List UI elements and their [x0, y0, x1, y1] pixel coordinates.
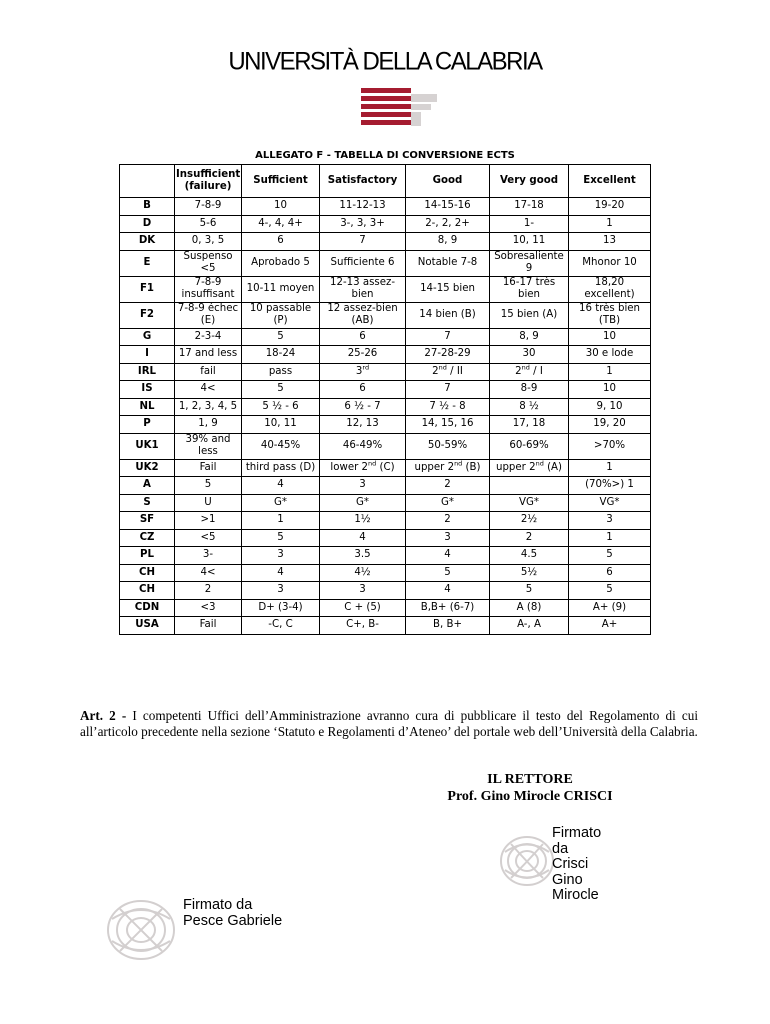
table-row — [120, 617, 651, 635]
row-label: UK2 — [120, 459, 175, 477]
table-cell: Suspenso <5 — [175, 250, 242, 276]
table-cell: 25-26 — [320, 346, 406, 364]
table-cell: G* — [406, 494, 490, 512]
table-cell: 14, 15, 16 — [406, 416, 490, 434]
table-cell: A+ — [569, 617, 651, 635]
signature-line: Pesce Gabriele — [183, 913, 283, 929]
table-cell: B,B+ (6-7) — [406, 599, 490, 617]
table-cell: 3 — [320, 477, 406, 495]
table-cell: 4 — [406, 547, 490, 565]
table-row — [120, 547, 651, 565]
table-cell: 2-, 2, 2+ — [406, 215, 490, 233]
table-cell: 15 bien (A) — [490, 302, 569, 328]
table-cell: 6 — [242, 233, 320, 251]
table-cell: 5 — [406, 564, 490, 582]
table-cell: 9, 10 — [569, 398, 651, 416]
table-cell: 39% and less — [175, 433, 242, 459]
row-label: CZ — [120, 529, 175, 547]
table-cell: 10, 11 — [242, 416, 320, 434]
table-cell: 17 and less — [175, 346, 242, 364]
table-cell: Notable 7-8 — [406, 250, 490, 276]
row-label: CDN — [120, 599, 175, 617]
table-cell: 4 — [406, 582, 490, 600]
table-cell: Fail — [175, 617, 242, 635]
table-cell: lower 2nd (C) — [320, 459, 406, 477]
row-label: NL — [120, 398, 175, 416]
table-row — [120, 381, 651, 399]
table-cell: 2½ — [490, 512, 569, 530]
table-cell: 5 — [569, 547, 651, 565]
logo-red-stripe — [361, 120, 411, 125]
table-cell: 12, 13 — [320, 416, 406, 434]
table-cell: 16 très bien (TB) — [569, 302, 651, 328]
table-cell: 4< — [175, 564, 242, 582]
table-cell: -C, C — [242, 617, 320, 635]
table-cell: 2 — [406, 477, 490, 495]
ordinal-suffix: nd — [521, 363, 530, 372]
ordinal-suffix: rd — [362, 363, 370, 372]
article-2 — [80, 708, 698, 740]
article-text: I competenti Uffici dell’Amministrazione avranno cura di pubblicare il testo del Regolamento di cui all’articolo precedente nella sezione ‘Statuto e Regolamenti d’Ateneo’ del portale web dell’Università della Calabria. — [80, 708, 698, 739]
table-row — [120, 416, 651, 434]
table-row — [120, 494, 651, 512]
table-cell: G* — [242, 494, 320, 512]
table-title: ALLEGATO F - TABELLA DI CONVERSIONE ECTS — [255, 150, 515, 161]
table-cell: 1, 9 — [175, 416, 242, 434]
logo-grey-block — [411, 112, 421, 126]
ordinal-suffix: nd — [454, 459, 463, 468]
table-cell: 14-15-16 — [406, 198, 490, 216]
table-cell: 10 passable (P) — [242, 302, 320, 328]
table-cell: pass — [242, 363, 320, 381]
table-row — [120, 233, 651, 251]
table-cell: 19-20 — [569, 198, 651, 216]
table-cell: 8 ½ — [490, 398, 569, 416]
table-cell: 8, 9 — [406, 233, 490, 251]
signature-line: Gino — [552, 871, 583, 888]
table-cell: 2 — [490, 529, 569, 547]
table-cell: 27-28-29 — [406, 346, 490, 364]
table-row — [120, 512, 651, 530]
article-label: Art. 2 - — [80, 708, 127, 723]
table-cell: 10 — [242, 198, 320, 216]
row-label: SF — [120, 512, 175, 530]
table-cell: >1 — [175, 512, 242, 530]
logo-red-stripe — [361, 112, 411, 117]
table-cell: 1 — [569, 363, 651, 381]
table-cell: VG* — [490, 494, 569, 512]
table-cell: 2-3-4 — [175, 328, 242, 346]
signatory-name: Prof. Gino Mirocle CRISCI — [447, 789, 613, 804]
row-label: P — [120, 416, 175, 434]
table-cell: 10 — [569, 381, 651, 399]
ordinal-suffix: nd — [535, 459, 544, 468]
logo-red-stripe — [361, 96, 411, 101]
table-cell: 10-11 moyen — [242, 276, 320, 302]
table-cell: 5 — [242, 328, 320, 346]
table-cell: 46-49% — [320, 433, 406, 459]
table-cell: 5½ — [490, 564, 569, 582]
table-cell: 1 — [242, 512, 320, 530]
ordinal-suffix: nd — [368, 459, 377, 468]
header-cell: Good — [406, 165, 490, 198]
table-cell: 11-12-13 — [320, 198, 406, 216]
header-cell-corner — [120, 165, 175, 198]
table-row — [120, 599, 651, 617]
table-cell: 10, 11 — [490, 233, 569, 251]
table-body — [120, 198, 651, 635]
table-cell: 12 assez-bien (AB) — [320, 302, 406, 328]
table-cell: 3 — [569, 512, 651, 530]
table-cell: 3 — [242, 582, 320, 600]
table-cell: 60-69% — [490, 433, 569, 459]
header-cell: Very good — [490, 165, 569, 198]
signature-rettore — [552, 826, 601, 904]
table-cell: A+ (9) — [569, 599, 651, 617]
signature-line: Firmato — [552, 825, 602, 841]
table-cell: 8-9 — [490, 381, 569, 399]
table-cell: 13 — [569, 233, 651, 251]
table-cell: 5 — [242, 381, 320, 399]
table-cell: fail — [175, 363, 242, 381]
table-cell: U — [175, 494, 242, 512]
table-cell: 40-45% — [242, 433, 320, 459]
table-cell: <3 — [175, 599, 242, 617]
table-cell: 14 bien (B) — [406, 302, 490, 328]
table-cell: <5 — [175, 529, 242, 547]
table-cell: 18-24 — [242, 346, 320, 364]
row-label: F2 — [120, 302, 175, 328]
table-cell: 3 — [242, 547, 320, 565]
row-label: UK1 — [120, 433, 175, 459]
row-label: S — [120, 494, 175, 512]
table-cell: 4 — [242, 564, 320, 582]
table-cell: 4½ — [320, 564, 406, 582]
table-cell: 7 ½ - 8 — [406, 398, 490, 416]
table-row — [120, 363, 651, 381]
table-cell: 17-18 — [490, 198, 569, 216]
row-label: E — [120, 250, 175, 276]
table-cell: 7-8-9 — [175, 198, 242, 216]
table-cell: 6 — [320, 381, 406, 399]
logo-red-stripe — [361, 104, 411, 109]
header-cell: Sufficient — [242, 165, 320, 198]
table-cell: D+ (3-4) — [242, 599, 320, 617]
row-label: D — [120, 215, 175, 233]
table-cell: 5 ½ - 6 — [242, 398, 320, 416]
table-cell: 1½ — [320, 512, 406, 530]
signature-line: da — [552, 840, 569, 857]
table-cell: 2nd / I — [490, 363, 569, 381]
table-cell: G* — [320, 494, 406, 512]
table-cell: 4 — [320, 529, 406, 547]
table-cell: 17, 18 — [490, 416, 569, 434]
table-cell: 7 — [406, 381, 490, 399]
row-label: IRL — [120, 363, 175, 381]
row-label: CH — [120, 564, 175, 582]
row-label: G — [120, 328, 175, 346]
signature-line: Mirocle — [552, 887, 599, 903]
header-cell: Satisfactory — [320, 165, 406, 198]
table-cell: C+, B- — [320, 617, 406, 635]
table-cell: 16-17 très bien — [490, 276, 569, 302]
table-cell: Mhonor 10 — [569, 250, 651, 276]
table-cell: 5 — [569, 582, 651, 600]
table-row — [120, 250, 651, 276]
table-cell: 2 — [175, 582, 242, 600]
university-logo-text: UNIVERSITÀ DELLA CALABRIA — [228, 47, 542, 76]
signature-line: Firmato da — [183, 897, 253, 913]
table-cell: 18,20 excellent) — [569, 276, 651, 302]
table-cell: VG* — [569, 494, 651, 512]
table-cell: 14-15 bien — [406, 276, 490, 302]
university-logo-mark — [359, 84, 439, 130]
logo-grey-block — [411, 94, 437, 102]
table-row — [120, 276, 651, 302]
table-cell: 6 — [320, 328, 406, 346]
table-row — [120, 215, 651, 233]
signature-other — [183, 897, 282, 929]
row-label: USA — [120, 617, 175, 635]
table-cell: 8, 9 — [490, 328, 569, 346]
table-cell: B, B+ — [406, 617, 490, 635]
row-label: CH — [120, 582, 175, 600]
table-row — [120, 582, 651, 600]
ordinal-suffix: nd — [438, 363, 447, 372]
logo-grey-block — [411, 104, 431, 110]
table-row — [120, 433, 651, 459]
table-cell: 2 — [406, 512, 490, 530]
row-label: I — [120, 346, 175, 364]
table-cell: Fail — [175, 459, 242, 477]
table-row — [120, 302, 651, 328]
row-label: A — [120, 477, 175, 495]
table-cell: 4< — [175, 381, 242, 399]
table-cell: 3-, 3, 3+ — [320, 215, 406, 233]
header-cell: Excellent — [569, 165, 651, 198]
digital-signature-seal-icon — [497, 832, 557, 890]
table-cell: 30 — [490, 346, 569, 364]
table-cell: 30 e lode — [569, 346, 651, 364]
table-row — [120, 328, 651, 346]
table-cell: 3 — [320, 582, 406, 600]
logo-red-stripe — [361, 88, 411, 93]
table-cell: 3 — [406, 529, 490, 547]
table-cell: 19, 20 — [569, 416, 651, 434]
table-cell: 7 — [406, 328, 490, 346]
table-cell: 6 — [569, 564, 651, 582]
table-cell: 4 — [242, 477, 320, 495]
table-cell: upper 2nd (B) — [406, 459, 490, 477]
table-cell: 4-, 4, 4+ — [242, 215, 320, 233]
table-cell: (70%>) 1 — [569, 477, 651, 495]
table-cell: upper 2nd (A) — [490, 459, 569, 477]
table-cell: 10 — [569, 328, 651, 346]
table-cell: 2nd / II — [406, 363, 490, 381]
table-cell: 5 — [490, 582, 569, 600]
table-cell: Sufficiente 6 — [320, 250, 406, 276]
table-cell: C + (5) — [320, 599, 406, 617]
table-cell: 50-59% — [406, 433, 490, 459]
signatory-role: IL RETTORE — [487, 772, 573, 787]
table-cell: 7-8-9 échec (E) — [175, 302, 242, 328]
digital-signature-seal-icon — [104, 897, 178, 963]
table-row — [120, 398, 651, 416]
table-cell: 1, 2, 3, 4, 5 — [175, 398, 242, 416]
conversion-table — [119, 164, 651, 635]
table-row — [120, 477, 651, 495]
table-cell: A-, A — [490, 617, 569, 635]
table-row — [120, 459, 651, 477]
table-cell: 3.5 — [320, 547, 406, 565]
table-header — [120, 165, 651, 198]
table-cell: Aprobado 5 — [242, 250, 320, 276]
table-cell — [490, 477, 569, 495]
table-cell: 3- — [175, 547, 242, 565]
table-cell: 7-8-9 insuffisant — [175, 276, 242, 302]
row-label: IS — [120, 381, 175, 399]
table-cell: 0, 3, 5 — [175, 233, 242, 251]
table-cell: 7 — [320, 233, 406, 251]
table-cell: >70% — [569, 433, 651, 459]
table-cell: 6 ½ - 7 — [320, 398, 406, 416]
table-cell: 5 — [242, 529, 320, 547]
table-row — [120, 346, 651, 364]
table-cell: 3rd — [320, 363, 406, 381]
row-label: F1 — [120, 276, 175, 302]
table-cell: 1 — [569, 215, 651, 233]
table-cell: A (8) — [490, 599, 569, 617]
table-cell: 1 — [569, 459, 651, 477]
signature-line: Crisci — [552, 856, 589, 872]
header-cell: Insufficient (failure) — [175, 165, 242, 198]
table-cell: 5 — [175, 477, 242, 495]
row-label: B — [120, 198, 175, 216]
row-label: PL — [120, 547, 175, 565]
table-row — [120, 198, 651, 216]
table-cell: 1 — [569, 529, 651, 547]
table-cell: 5-6 — [175, 215, 242, 233]
table-cell: Sobresaliente 9 — [490, 250, 569, 276]
table-row — [120, 529, 651, 547]
row-label: DK — [120, 233, 175, 251]
table-cell: 1- — [490, 215, 569, 233]
table-cell: third pass (D) — [242, 459, 320, 477]
table-cell: 4.5 — [490, 547, 569, 565]
table-cell: 12-13 assez-bien — [320, 276, 406, 302]
table-row — [120, 564, 651, 582]
